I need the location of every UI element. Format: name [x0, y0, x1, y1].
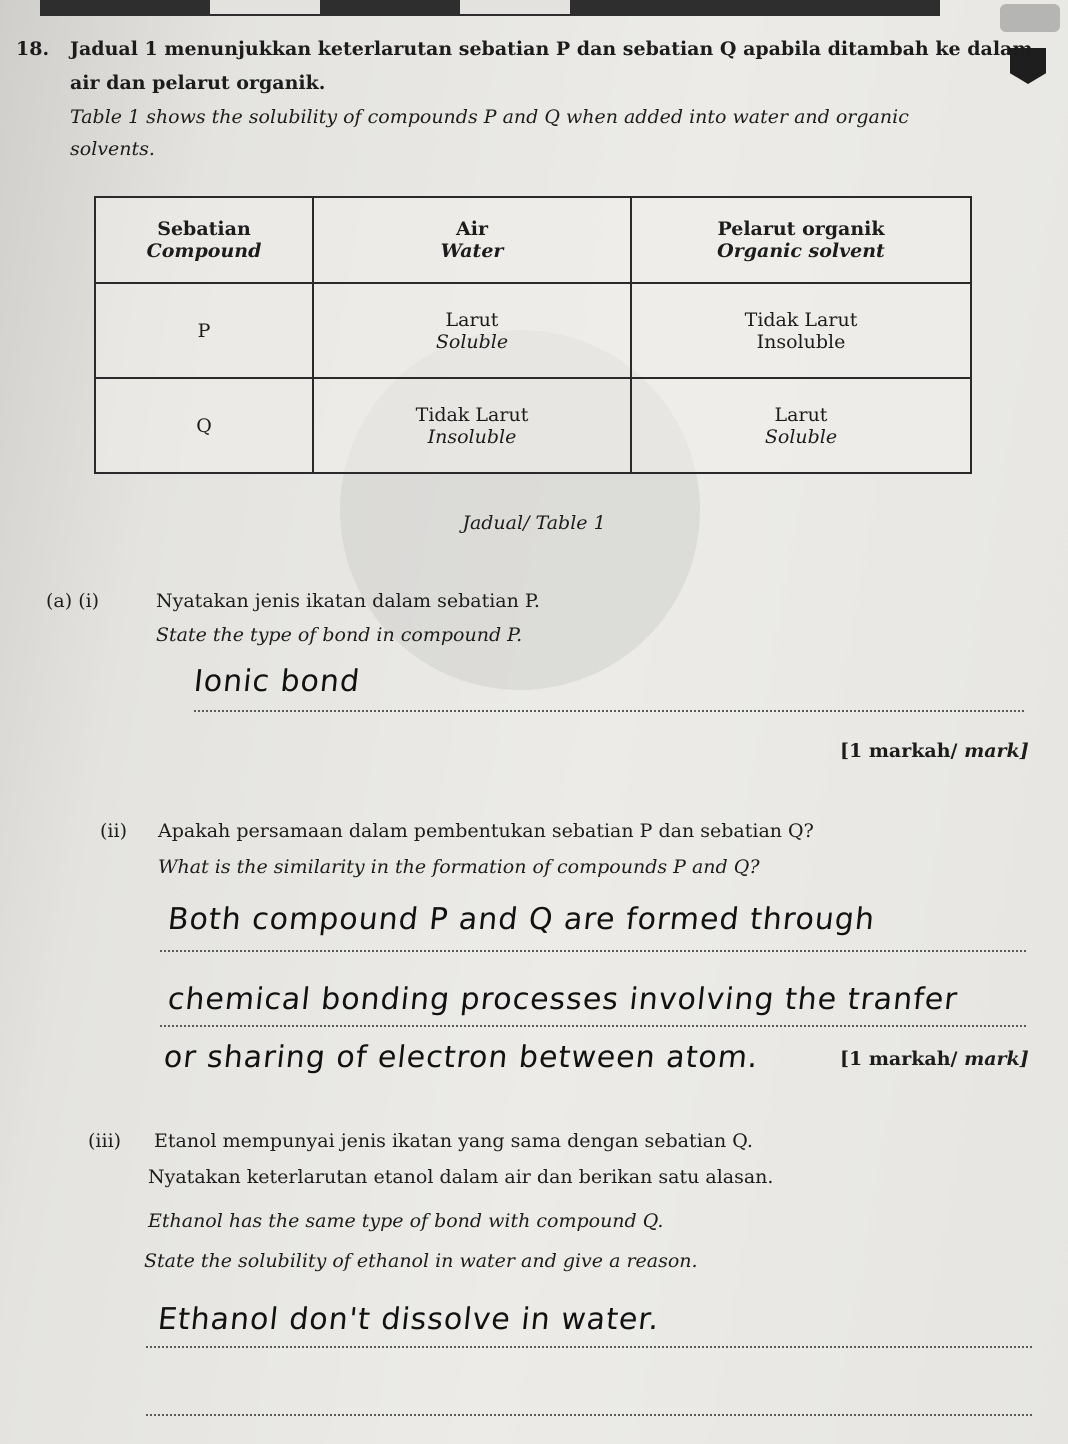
- answer-line: [146, 1346, 1032, 1348]
- part-a-ii-question-bm: Apakah persamaan dalam pembentukan sebatian P dan sebatian Q?: [158, 820, 814, 842]
- part-a-ii-answer-line-1: Both compound P and Q are formed through: [166, 902, 877, 937]
- intro-en-line-2: solvents.: [70, 138, 155, 160]
- top-margin-bar: [40, 0, 940, 16]
- water-bm: Larut: [445, 308, 499, 331]
- table-row: [95, 378, 971, 473]
- question-number: 18.: [16, 38, 50, 60]
- header-water: [313, 197, 631, 283]
- part-a-iii-question-bm-2: Nyatakan keterlarutan etanol dalam air dan berikan satu alasan.: [148, 1166, 774, 1188]
- organic-en: Soluble: [764, 425, 838, 448]
- water-cell: [313, 378, 631, 473]
- header-water-en: Water: [440, 240, 504, 262]
- part-a-iii-question-en-2: State the solubility of ethanol in water and give a reason.: [144, 1250, 698, 1272]
- header-compound-bm: Sebatian: [157, 218, 251, 240]
- compound-cell: P: [95, 283, 313, 378]
- organic-en: Insoluble: [756, 330, 846, 353]
- table-row: [95, 283, 971, 378]
- part-a-i-question-bm: Nyatakan jenis ikatan dalam sebatian P.: [156, 590, 540, 612]
- mark-en: mark]: [964, 740, 1029, 762]
- header-compound: [95, 197, 313, 283]
- corner-logo-icon: [1000, 4, 1060, 32]
- header-organic-solvent: [631, 197, 971, 283]
- part-a-i-answer: Ionic bond: [192, 664, 362, 699]
- organic-bm: Larut: [774, 403, 828, 426]
- answer-line: [146, 1414, 1032, 1416]
- part-a-ii-label: (ii): [100, 820, 127, 842]
- intro-bm-line-2: air dan pelarut organik.: [70, 72, 326, 94]
- part-a-iii-question-bm-1: Etanol mempunyai jenis ikatan yang sama dengan sebatian Q.: [154, 1130, 753, 1152]
- water-en: Soluble: [435, 330, 509, 353]
- part-a-ii-answer-line-2: chemical bonding processes involving the tranfer: [166, 982, 960, 1017]
- header-water-bm: Air: [456, 218, 488, 240]
- organic-bm: Tidak Larut: [744, 308, 858, 331]
- water-bm: Tidak Larut: [415, 403, 529, 426]
- table-caption: Jadual/ Table 1: [462, 512, 606, 534]
- answer-line: [194, 710, 1024, 712]
- header-organic-bm: Pelarut organik: [717, 218, 885, 240]
- table-header-row: [95, 197, 971, 283]
- water-cell: [313, 283, 631, 378]
- solubility-table: [94, 196, 972, 474]
- part-a-i-question-en: State the type of bond in compound P.: [156, 624, 523, 646]
- water-en: Insoluble: [427, 425, 517, 448]
- mark-bm: [1 markah/: [840, 740, 958, 762]
- part-a-ii-answer-line-3: or sharing of electron between atom.: [162, 1040, 761, 1075]
- top-bar-gap: [460, 0, 570, 14]
- header-compound-en: Compound: [146, 240, 262, 262]
- organic-cell: [631, 378, 971, 473]
- part-a-i-label: (a) (i): [46, 590, 100, 612]
- intro-en-line-1: Table 1 shows the solubility of compounds P and Q when added into water and organic: [70, 106, 909, 128]
- compound-cell: Q: [95, 378, 313, 473]
- part-a-iii-answer: Ethanol don't dissolve in water.: [156, 1302, 662, 1337]
- intro-bm-line-1: Jadual 1 menunjukkan keterlarutan sebatian P dan sebatian Q apabila ditambah ke dalam: [70, 38, 1033, 60]
- part-a-ii-mark: [840, 1048, 1029, 1070]
- mark-en: mark]: [964, 1048, 1029, 1070]
- part-a-iii-label: (iii): [88, 1130, 122, 1152]
- answer-line: [160, 950, 1026, 952]
- header-organic-en: Organic solvent: [717, 240, 885, 262]
- part-a-ii-question-en: What is the similarity in the formation of compounds P and Q?: [158, 856, 760, 878]
- part-a-iii-question-en-1: Ethanol has the same type of bond with compound Q.: [148, 1210, 664, 1232]
- part-a-i-mark: [840, 740, 1029, 762]
- answer-line: [160, 1025, 1026, 1027]
- top-bar-gap: [210, 0, 320, 14]
- mark-bm: [1 markah/: [840, 1048, 958, 1070]
- organic-cell: [631, 283, 971, 378]
